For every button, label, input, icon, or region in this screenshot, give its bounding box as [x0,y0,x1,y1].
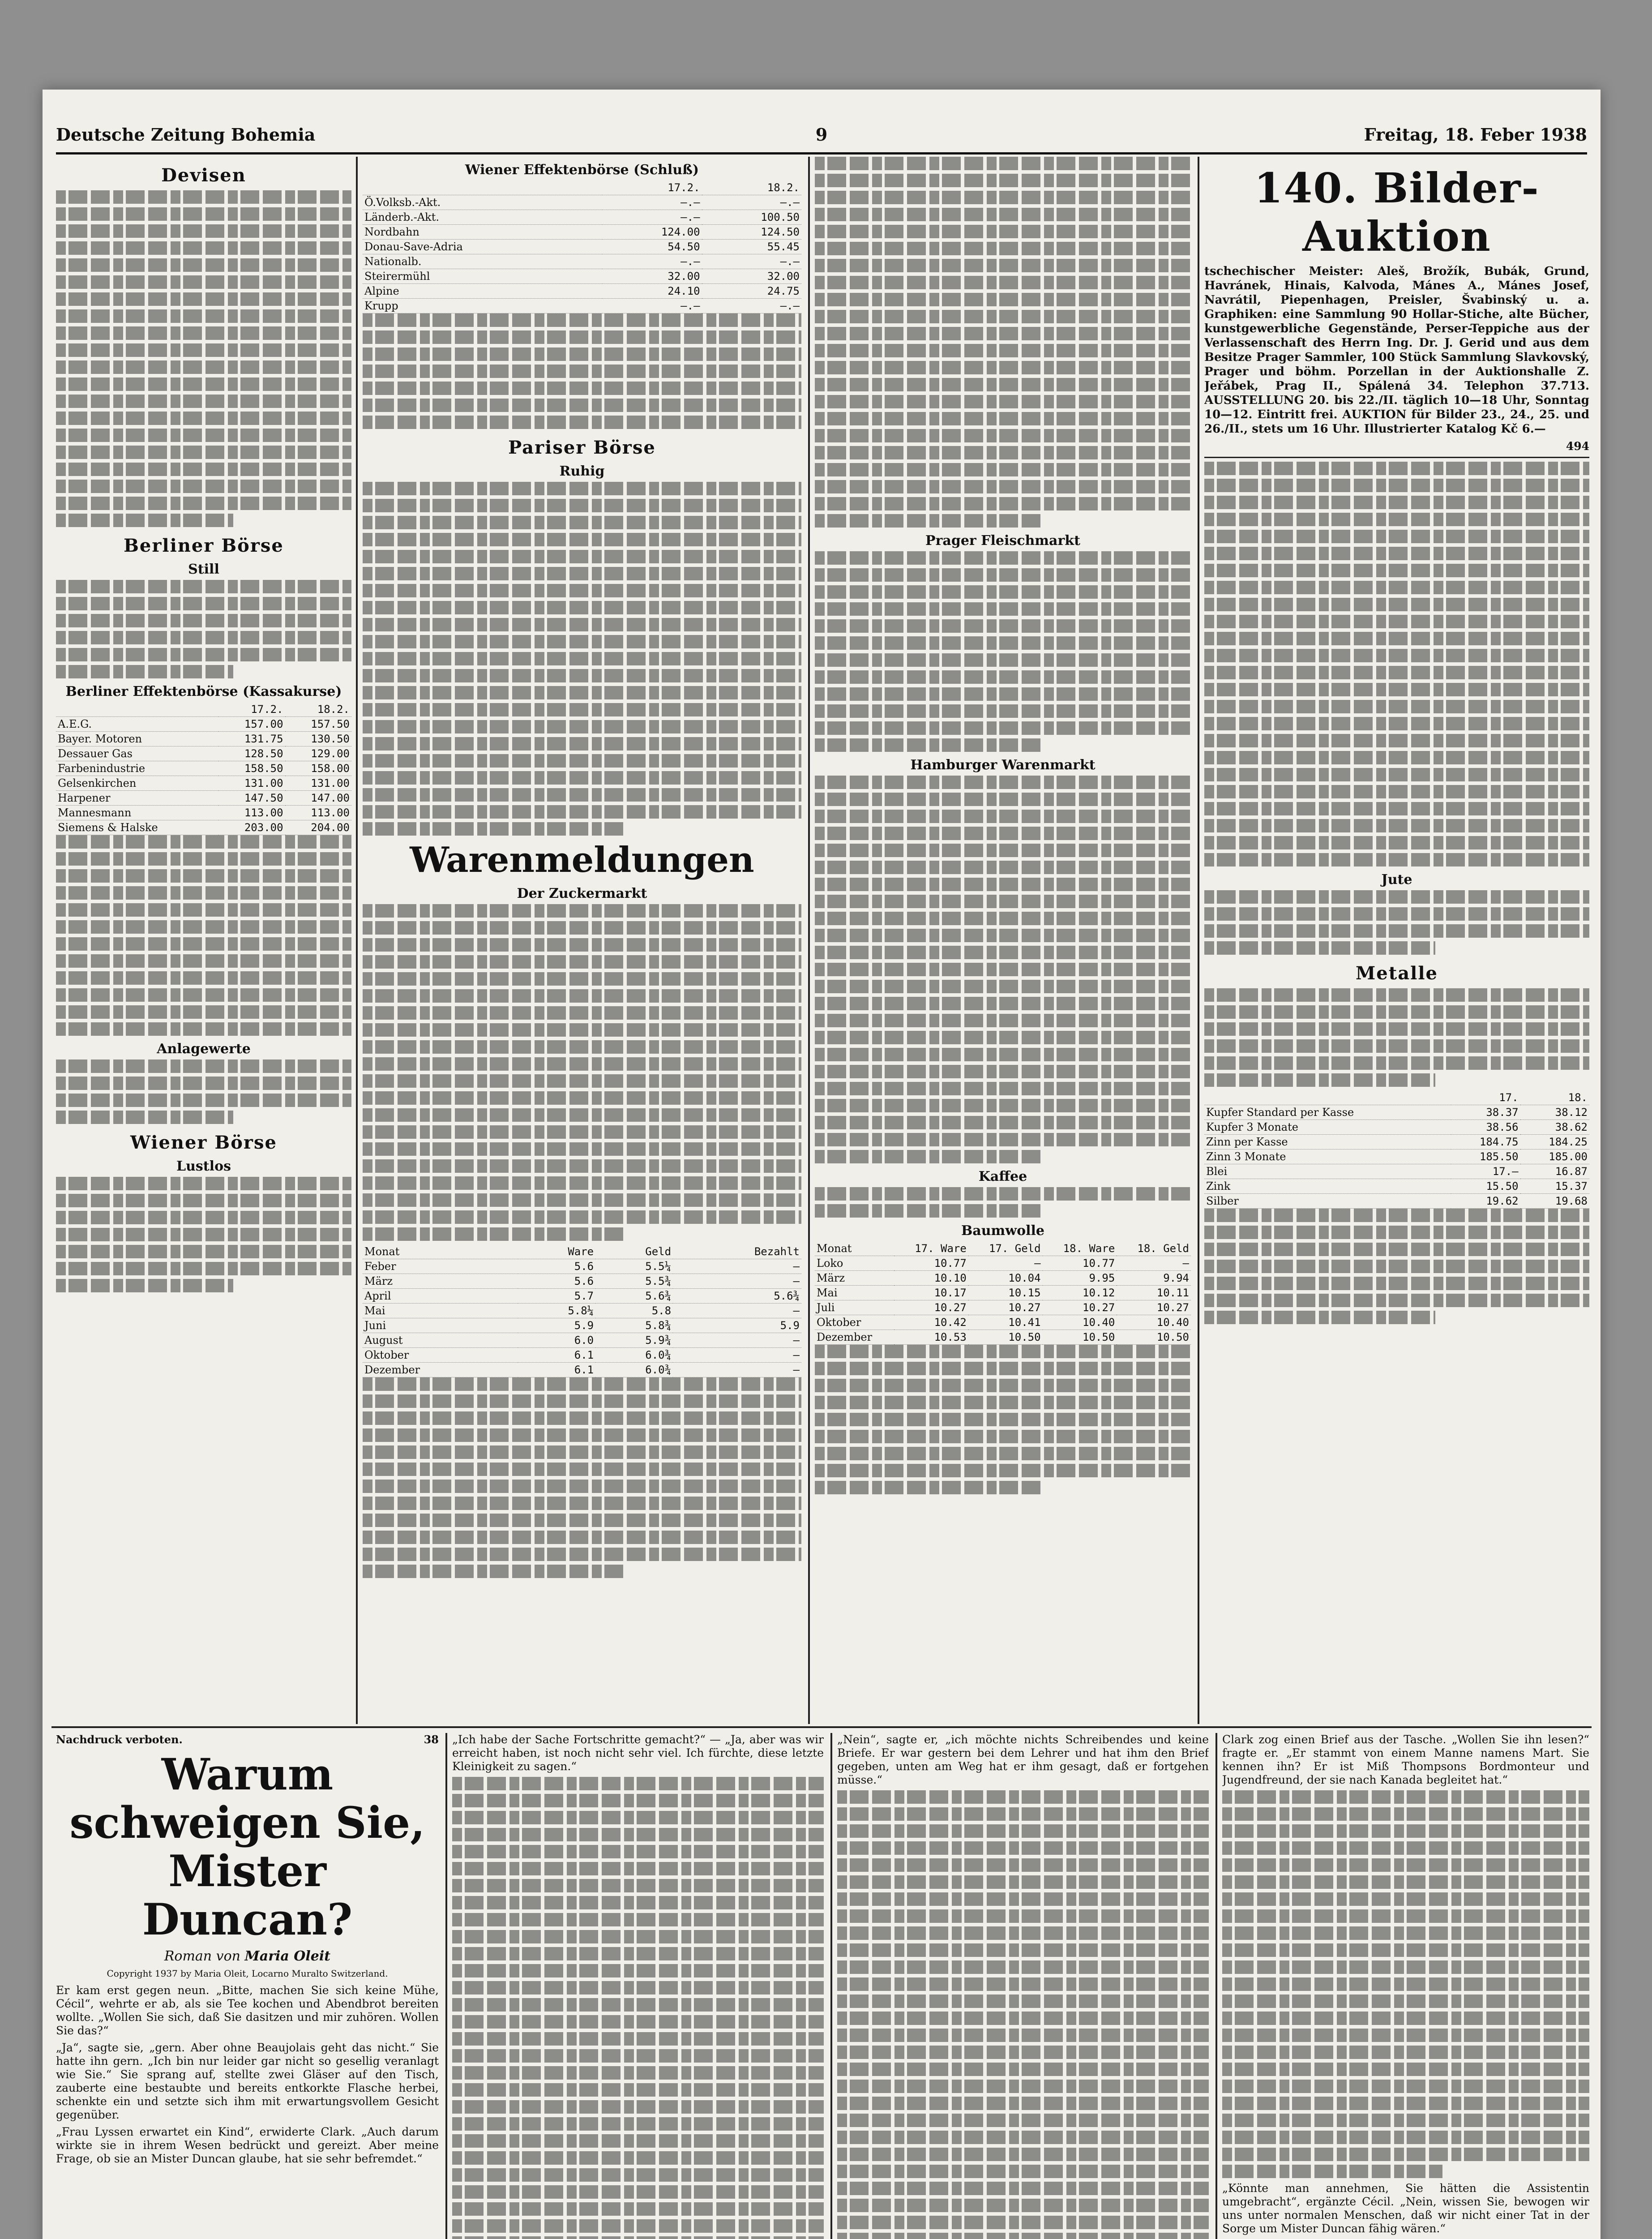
table-cell: 10.53 [894,1330,968,1345]
table-cell: 5.6¾ [595,1289,673,1304]
auction-ad-code: 494 [1566,440,1589,453]
berliner-effekten-heading: Berliner Effektenbörse (Kassakurse) [65,684,342,699]
table-cell: Oktober [815,1315,894,1330]
table-row [363,1289,801,1304]
table-row [56,717,351,732]
table-header: Monat [815,1241,894,1256]
table-cell: 10.17 [894,1286,968,1300]
table-cell: 129.00 [285,746,351,761]
table-cell: — [673,1363,801,1377]
table-cell: Oktober [363,1348,518,1363]
table-row [363,1244,801,1259]
installment-number: 38 [424,1733,439,1746]
table-cell: 5.9 [518,1318,595,1333]
table-row [815,1256,1191,1271]
table-cell: 130.50 [285,732,351,746]
table-row [363,1318,801,1333]
table-cell: Kupfer Standard per Kasse [1204,1105,1451,1120]
table-cell: Zinn 3 Monate [1204,1150,1451,1164]
table-row [363,1363,801,1377]
warenmeldungen-heading: Warenmeldungen [410,840,754,880]
table-row [363,1333,801,1348]
novel-column-4 [1222,1733,1589,2239]
novel-paragraph: „Nein“, sagte er, „ich möchte nichts Schreibendes und keine Briefe. Er war gestern bei dem Lehrer und hat ihm den Brief gegeben, unten am Weg hat er ihm gesagt, daß er fortgehen müsse.“ [837,1733,1209,1786]
table-cell: März [815,1271,894,1286]
table-cell: März [363,1274,518,1289]
table-cell: 10.40 [1117,1315,1191,1330]
table-cell: 38.12 [1520,1105,1589,1120]
novel-paragraph: Clark zog einen Brief aus der Tasche. „Wollen Sie ihn lesen?“ fragte er. „Er stammt von einem Manne namens Mart. Sie kennen ihn? Er ist Miß Thompsons Bordmonteur und Jugendfreund, der sie nach Kanada begleitet hat.“ [1222,1733,1589,1786]
table-cell: 10.77 [1043,1256,1117,1271]
table-cell: 10.15 [968,1286,1043,1300]
table-cell: —.— [602,195,702,210]
table-cell: Nationalb. [363,254,602,269]
table-cell: 24.10 [602,284,702,299]
novel-column-3 [837,1733,1209,2239]
table-cell: 10.41 [968,1315,1043,1330]
table-header [363,180,602,195]
table-cell: A.E.G. [56,717,218,732]
table-cell: 5.6¾ [673,1289,801,1304]
table-cell: 184.75 [1451,1135,1520,1150]
sugar-price-table [363,1244,801,1377]
table-cell: 5.5¼ [595,1259,673,1274]
table-cell: 10.50 [968,1330,1043,1345]
novel-paragraph: „Frau Lyssen erwartet ein Kind“, erwiderte Clark. „Auch darum wirkte sie in ihrem Wesen bedrückt und gereizt. Aber meine Frage, ob sie an Mister Duncan glaube, hat sie sehr befremdet.“ [56,2125,439,2165]
table-row [363,195,801,210]
table-cell: Mai [815,1286,894,1300]
table-row [1204,1194,1589,1209]
table-cell: Farbenindustrie [56,761,218,776]
table-cell: 55.45 [702,240,801,254]
table-cell: 158.00 [285,761,351,776]
baumwolle-heading: Baumwolle [961,1223,1045,1239]
novel-subtitle [56,1948,439,1964]
table-cell: 5.6 [518,1274,595,1289]
column-finance-left [56,157,351,1720]
table-cell: 32.00 [702,269,801,284]
table-row [1204,1135,1589,1150]
novel-column-2 [452,1733,824,2239]
table-cell: — [673,1333,801,1348]
table-cell: 5.9 [673,1318,801,1333]
table-row [363,269,801,284]
pariser-boerse-sub: Ruhig [559,463,605,479]
table-cell: — [1117,1256,1191,1271]
table-row [363,284,801,299]
column-rule [445,1733,447,2239]
table-row [815,1241,1191,1256]
table-cell: 203.00 [218,820,285,835]
table-row [363,254,801,269]
table-row [1204,1164,1589,1179]
table-cell: —.— [602,210,702,225]
table-cell: Kupfer 3 Monate [1204,1120,1451,1135]
table-cell: —.— [702,254,801,269]
berliner-boerse-heading: Berliner Börse [124,535,284,556]
table-cell: 10.27 [894,1300,968,1315]
header-page-number: 9 [815,124,828,145]
berlin-stock-table [56,702,351,835]
novel-column-1 [56,1733,439,2239]
table-row [363,180,801,195]
header-date: Freitag, 18. Feber 1938 [1364,124,1587,145]
table-cell: 124.00 [602,225,702,240]
table-cell: 100.50 [702,210,801,225]
table-row [56,761,351,776]
table-row [363,1259,801,1274]
table-cell: Blei [1204,1164,1451,1179]
novel-author: Maria Oleit [244,1948,331,1964]
table-cell: 10.50 [1043,1330,1117,1345]
table-cell: 113.00 [285,806,351,820]
berliner-boerse-sub: Still [188,562,219,577]
table-cell: Zinn per Kasse [1204,1135,1451,1150]
table-cell: Juli [815,1300,894,1315]
table-row [363,210,801,225]
table-cell: Zink [1204,1179,1451,1194]
table-cell: 6.0 [518,1333,595,1348]
table-row [815,1300,1191,1315]
table-row [1204,1120,1589,1135]
table-row [363,1304,801,1318]
kaffee-heading: Kaffee [978,1169,1027,1184]
table-cell: 113.00 [218,806,285,820]
pariser-boerse-heading: Pariser Börse [508,437,656,458]
table-cell: 5.5¾ [595,1274,673,1289]
table-cell: Mai [363,1304,518,1318]
table-header: 18. Ware [1043,1241,1117,1256]
metals-price-table [1204,1090,1589,1209]
novel-paragraph: „Ja“, sagte sie, „gern. Aber ohne Beaujolais geht das nicht.“ Sie hatte ihn gern. „Ich bin nur leider gar nicht so gesellig veranlagt wie Sie.“ Sie sprang auf, stellte zwei Gläser auf den Tisch, zauberte eine bestaubte und bereits entkorkte Flasche herbei, schenkte ein und setzte sich ihm mit erwartungsvollem Gesicht gegenüber. [56,2041,439,2121]
table-row [363,299,801,313]
table-cell: —.— [702,195,801,210]
table-cell: 124.50 [702,225,801,240]
table-cell: 185.50 [1451,1150,1520,1164]
table-cell: Mannesmann [56,806,218,820]
table-cell: Länderb.-Akt. [363,210,602,225]
table-header: 18.2. [702,180,801,195]
table-row [56,746,351,761]
table-cell: 10.27 [1117,1300,1191,1315]
table-cell: 5.7 [518,1289,595,1304]
novel-copyright: Copyright 1937 by Maria Oleit, Locarno Muralto Switzerland. [107,1968,388,1979]
jute-heading: Jute [1381,872,1412,888]
auction-ad-body: tschechischer Meister: Aleš, Brožík, Bubák, Grund, Havránek, Hinais, Kalvoda, Mánes A., Mánes Josef, Navrátil, Piepenhagen, Preisler, Švabinský u. a. Graphiken: eine Sammlung 90 Hollar-Stiche, alte Bücher, kunstgewerbliche Gegenstände, Perser-Teppiche aus der Verlassenschaft des Herrn Ing. Dr. J. Gerid und aus dem Besitze Prager Sammler, 100 Stück Sammlung Slavkovský, Prager und böhm. Porzellan in der Auktionshalle Z. Jeřábek, Prag II., Spálená 34. Telephon 37.713. AUSSTELLUNG 20. bis 22./II. täglich 10—18 Uhr, Sonntag 10—12. Eintritt frei. AUKTION für Bilder 23., 24., 25. und 26./II., stets um 16 Uhr. Illustrierter Katalog Kč 6.— [1204,265,1589,436]
table-cell: 10.12 [1043,1286,1117,1300]
table-cell: 6.1 [518,1363,595,1377]
table-cell: 185.00 [1520,1150,1589,1164]
table-cell: 10.11 [1117,1286,1191,1300]
table-cell: 5.6 [518,1259,595,1274]
table-cell: —.— [602,299,702,313]
table-header: 17. Geld [968,1241,1043,1256]
devisen-heading: Devisen [161,165,246,186]
table-cell: 38.37 [1451,1105,1520,1120]
table-cell: Steirermühl [363,269,602,284]
table-row [363,1274,801,1289]
table-cell: Dezember [815,1330,894,1345]
table-cell: 38.62 [1520,1120,1589,1135]
table-header [1204,1090,1451,1105]
wiener-boerse-sub: Lustlos [176,1158,231,1174]
column-ad-metals [1204,157,1589,1720]
table-cell: Feber [363,1259,518,1274]
table-cell: 10.42 [894,1315,968,1330]
table-cell: Silber [1204,1194,1451,1209]
table-cell: 6.0¾ [595,1348,673,1363]
table-cell: Gelsenkirchen [56,776,218,791]
table-cell: 131.00 [218,776,285,791]
table-cell: Siemens & Halske [56,820,218,835]
table-cell: 19.68 [1520,1194,1589,1209]
table-cell: 32.00 [602,269,702,284]
header-paper-name: Deutsche Zeitung Bohemia [56,124,316,145]
table-cell: 17.— [1451,1164,1520,1179]
table-header: 17.2. [602,180,702,195]
table-cell: 9.95 [1043,1271,1117,1286]
table-cell: — [673,1304,801,1318]
table-row [815,1286,1191,1300]
table-cell: Loko [815,1256,894,1271]
table-cell: 15.37 [1520,1179,1589,1194]
table-header: Geld [595,1244,673,1259]
table-cell: Dessauer Gas [56,746,218,761]
table-header: Monat [363,1244,518,1259]
table-cell: Nordbahn [363,225,602,240]
table-row [56,820,351,835]
vienna-stock-table [363,180,801,313]
table-header: 18. [1520,1090,1589,1105]
metalle-heading: Metalle [1356,963,1438,984]
table-row [815,1330,1191,1345]
reprint-notice: Nachdruck verboten. [56,1733,183,1746]
table-cell: 147.00 [285,791,351,806]
table-cell: 10.27 [1043,1300,1117,1315]
table-row [56,776,351,791]
table-cell: 9.94 [1117,1271,1191,1286]
table-cell: Alpine [363,284,602,299]
table-row [363,240,801,254]
novel-paragraph: Er kam erst gegen neun. „Bitte, machen Sie sich keine Mühe, Cécil“, wehrte er ab, als sie Tee kochen und Abendbrot bereiten wollte. „Wollen Sie sich, daß Sie dasitzen und mir zuhören. Wollen Sie das?“ [56,1984,439,2037]
table-cell: Krupp [363,299,602,313]
column-rule [356,157,358,1724]
table-cell: 10.77 [894,1256,968,1271]
table-cell: 6.1 [518,1348,595,1363]
table-row [363,1348,801,1363]
section-rule [51,1726,1592,1728]
table-cell: — [673,1259,801,1274]
table-row [815,1315,1191,1330]
fleischmarkt-heading: Prager Fleischmarkt [925,533,1080,549]
table-cell: — [673,1348,801,1363]
column-rule [1198,157,1199,1724]
wiener-boerse-heading: Wiener Börse [130,1132,277,1153]
newspaper-page [43,90,1601,2239]
table-cell: — [673,1274,801,1289]
column-commodities [815,157,1191,1720]
table-cell: 128.50 [218,746,285,761]
table-cell: 54.50 [602,240,702,254]
anlagewerte-heading: Anlagewerte [157,1041,251,1057]
table-header: 17.2. [218,702,285,717]
table-row [56,791,351,806]
table-cell: April [363,1289,518,1304]
novel-paragraph: „Könnte man annehmen, Sie hätten die Assistentin umgebracht“, ergänzte Cécil. „Nein, wissen Sie, bewogen wir uns unter normalen Menschen, daß wir nicht einer Tat in der Sorge um Mister Duncan fähig wären.“ [1222,2182,1589,2235]
novel-subtitle-text: Roman von [164,1948,240,1964]
table-cell: 15.50 [1451,1179,1520,1194]
table-cell: 147.50 [218,791,285,806]
table-cell: 204.00 [285,820,351,835]
cotton-price-table [815,1241,1191,1345]
table-header [56,702,218,717]
hamburger-warenmarkt-heading: Hamburger Warenmarkt [910,757,1096,773]
table-cell: 5.8 [595,1304,673,1318]
table-row [1204,1179,1589,1194]
table-cell: 157.50 [285,717,351,732]
table-cell: 16.87 [1520,1164,1589,1179]
table-cell: Juni [363,1318,518,1333]
table-row [56,732,351,746]
table-row [363,225,801,240]
table-cell: 5.9¾ [595,1333,673,1348]
table-cell: Harpener [56,791,218,806]
table-cell: 10.50 [1117,1330,1191,1345]
table-cell: 157.00 [218,717,285,732]
novel-paragraph: „Ich habe der Sache Fortschritte gemacht?“ — „Ja, aber was wir erreicht haben, ist noch nicht sehr viel. Ich fürchte, diese letzte Kleinigkeit zu sagen.“ [452,1733,824,1773]
table-header: 17. [1451,1090,1520,1105]
column-rule [808,157,810,1724]
table-cell: 184.25 [1520,1135,1589,1150]
table-cell: 158.50 [218,761,285,776]
table-row [1204,1090,1589,1105]
table-header: 17. Ware [894,1241,968,1256]
table-cell: 131.00 [285,776,351,791]
table-cell: 10.10 [894,1271,968,1286]
table-cell: 10.27 [968,1300,1043,1315]
table-cell: —.— [702,299,801,313]
table-cell: 6.0¾ [595,1363,673,1377]
column-rule [830,1733,832,2239]
table-cell: 38.56 [1451,1120,1520,1135]
table-cell: 131.75 [218,732,285,746]
table-row [1204,1105,1589,1120]
table-header: Ware [518,1244,595,1259]
table-cell: 10.40 [1043,1315,1117,1330]
table-cell: Dezember [363,1363,518,1377]
table-cell: Donau-Save-Adria [363,240,602,254]
table-cell: 24.75 [702,284,801,299]
table-cell: —.— [602,254,702,269]
table-row [56,702,351,717]
page-header [56,116,1587,154]
zuckermarkt-heading: Der Zuckermarkt [517,886,647,901]
table-cell: 19.62 [1451,1194,1520,1209]
table-header: 18.2. [285,702,351,717]
wiener-effekten-heading: Wiener Effektenbörse (Schluß) [465,162,699,178]
column-rule [1215,1733,1217,2239]
auction-ad-title: 140. Bilder-Auktion [1254,164,1540,261]
table-cell: 5.8¾ [595,1318,673,1333]
table-cell: 10.04 [968,1271,1043,1286]
table-cell: — [968,1256,1043,1271]
table-cell: Bayer. Motoren [56,732,218,746]
table-cell: Ö.Volksb.-Akt. [363,195,602,210]
table-header: Bezahlt [673,1244,801,1259]
novel-title: Warum schweigen Sie, Mister Duncan? [69,1749,425,1945]
column-finance-middle [363,157,801,1720]
table-header: 18. Geld [1117,1241,1191,1256]
table-row [56,806,351,820]
table-row [815,1271,1191,1286]
table-row [1204,1150,1589,1164]
table-cell: August [363,1333,518,1348]
table-cell: 5.8¼ [518,1304,595,1318]
